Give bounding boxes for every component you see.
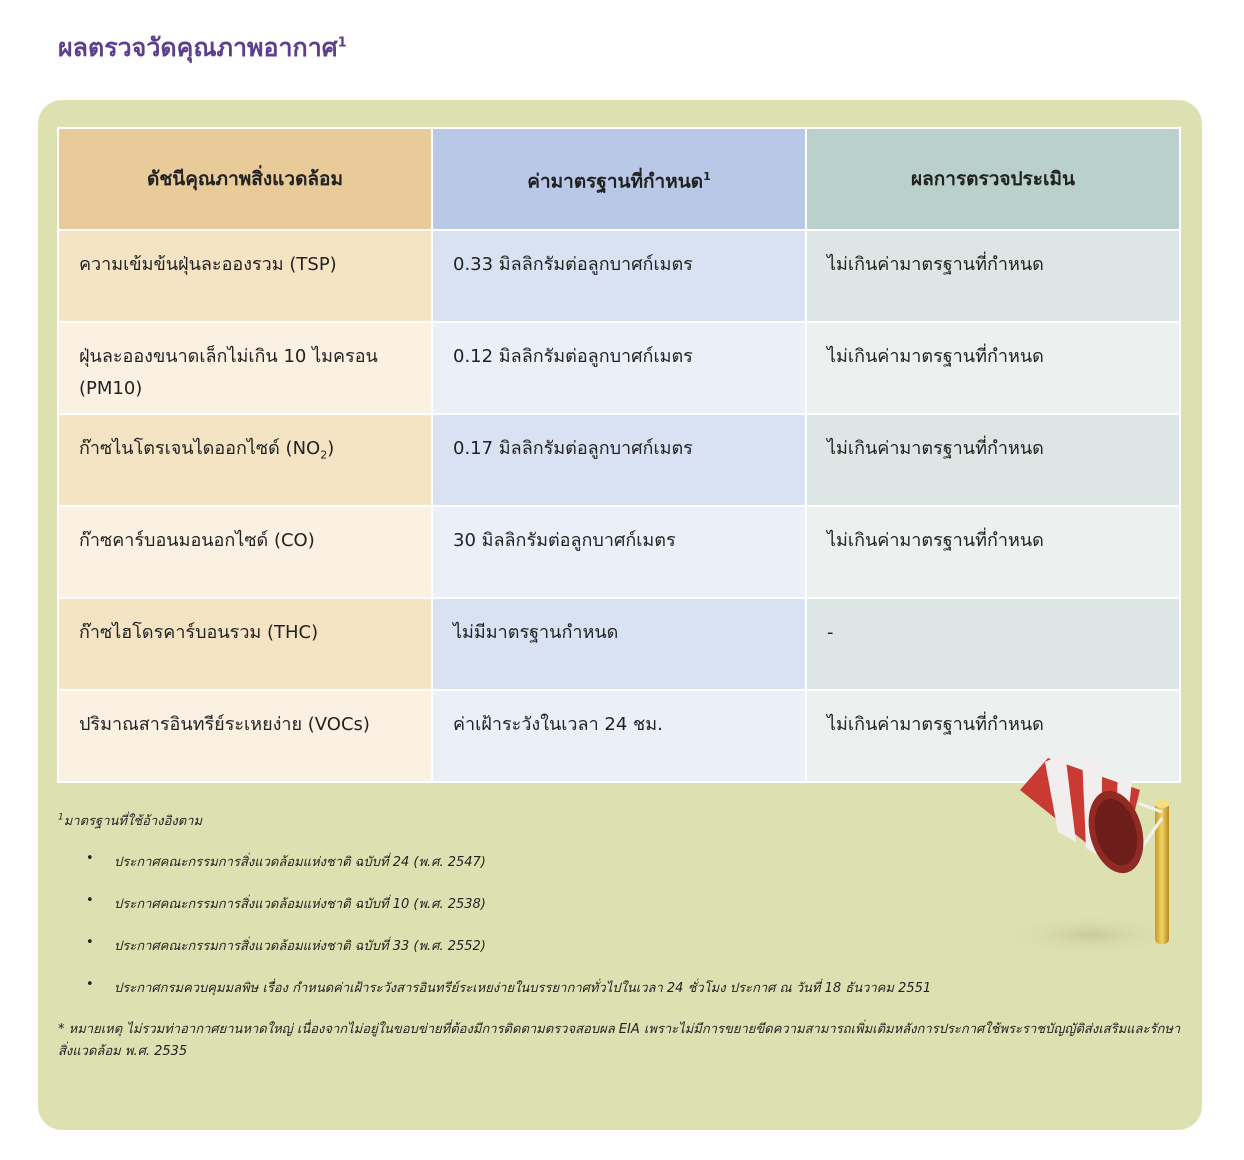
windsock-icon: [990, 720, 1190, 960]
cell-standard: 0.33 มิลลิกรัมต่อลูกบาศก์เมตร: [432, 230, 806, 322]
table-row: [58, 506, 1180, 598]
table-header-row: [58, 128, 1180, 230]
reference-text: ประกาศกรมควบคุมมลพิษ เรื่อง กำหนดค่าเฝ้าระวังสารอินทรีย์ระเหยง่ายในบรรยากาศทั่วไปในเวลา 24 ชั่วโมง ประกาศ ณ วันที่ 18 ธันวาคม 2551: [114, 981, 932, 996]
page-title-text: ผลตรวจวัดคุณภาพอากาศ: [58, 33, 338, 62]
cell-index-subscript: 2: [320, 448, 328, 462]
header-index: ดัชนีคุณภาพสิ่งแวดล้อม: [58, 128, 432, 230]
header-standard: [432, 128, 806, 230]
bullet-icon: •: [86, 977, 94, 992]
cell-standard: ไม่มีมาตรฐานกำหนด: [432, 598, 806, 690]
cell-index: [58, 414, 432, 506]
cell-index: ก๊าซไฮโดรคาร์บอนรวม (THC): [58, 598, 432, 690]
list-item: [58, 977, 1188, 998]
bullet-icon: •: [86, 935, 94, 950]
reference-text: ประกาศคณะกรรมการสิ่งแวดล้อมแห่งชาติ ฉบับที่ 33 (พ.ศ. 2552): [114, 939, 486, 954]
bullet-icon: •: [86, 893, 94, 908]
cell-index: ความเข้มข้นฝุ่นละอองรวม (TSP): [58, 230, 432, 322]
table-row: [58, 598, 1180, 690]
table-row: [58, 230, 1180, 322]
cell-standard: 0.12 มิลลิกรัมต่อลูกบาศก์เมตร: [432, 322, 806, 414]
cell-result: ไม่เกินค่ามาตรฐานที่กำหนด: [806, 322, 1180, 414]
cell-standard: ค่าเฝ้าระวังในเวลา 24 ชม.: [432, 690, 806, 782]
table-row: [58, 322, 1180, 414]
cell-result: ไม่เกินค่ามาตรฐานที่กำหนด: [806, 690, 1180, 782]
footnote-marker: 1: [58, 812, 64, 823]
cell-index: ปริมาณสารอินทรีย์ระเหยง่าย (VOCs): [58, 690, 432, 782]
cell-result: ไม่เกินค่ามาตรฐานที่กำหนด: [806, 414, 1180, 506]
remark-note: * หมายเหตุ ไม่รวมท่าอากาศยานหาดใหญ่ เนื่องจากไม่อยู่ในขอบข่ายที่ต้องมีการติดตามตรวจสอบผล EIA เพราะไม่มีการขยายขีดความสามารถเพิ่มเติมหลังการประกาศใช้พระราชบัญญัติส่งเสริมและรักษาสิ่งแวดล้อม พ.ศ. 2535: [58, 1022, 1181, 1059]
footnote-title-text: มาตรฐานที่ใช้อ้างอิงตาม: [63, 814, 203, 829]
cell-index-close: ): [327, 438, 335, 459]
air-quality-table: [57, 127, 1181, 783]
cell-result: ไม่เกินค่ามาตรฐานที่กำหนด: [806, 230, 1180, 322]
cell-result: -: [806, 598, 1180, 690]
header-result: ผลการตรวจประเมิน: [806, 128, 1180, 230]
reference-text: ประกาศคณะกรรมการสิ่งแวดล้อมแห่งชาติ ฉบับที่ 24 (พ.ศ. 2547): [114, 855, 486, 870]
cell-standard: 30 มิลลิกรัมต่อลูกบาศก์เมตร: [432, 506, 806, 598]
page-title-superscript: 1: [337, 35, 347, 51]
table-row: [58, 414, 1180, 506]
cell-result: ไม่เกินค่ามาตรฐานที่กำหนด: [806, 506, 1180, 598]
bullet-icon: •: [86, 851, 94, 866]
cell-index-text: ก๊าซไนโตรเจนไดออกไซด์ (NO: [79, 438, 321, 459]
cell-index: ฝุ่นละอองขนาดเล็กไม่เกิน 10 ไมครอน (PM10): [58, 322, 432, 414]
header-standard-text: ค่ามาตรฐานที่กำหนด: [527, 170, 704, 193]
page-title: [58, 28, 347, 68]
reference-text: ประกาศคณะกรรมการสิ่งแวดล้อมแห่งชาติ ฉบับที่ 10 (พ.ศ. 2538): [114, 897, 486, 912]
header-standard-superscript: 1: [703, 169, 711, 183]
cell-index: ก๊าซคาร์บอนมอนอกไซด์ (CO): [58, 506, 432, 598]
cell-standard: 0.17 มิลลิกรัมต่อลูกบาศก์เมตร: [432, 414, 806, 506]
